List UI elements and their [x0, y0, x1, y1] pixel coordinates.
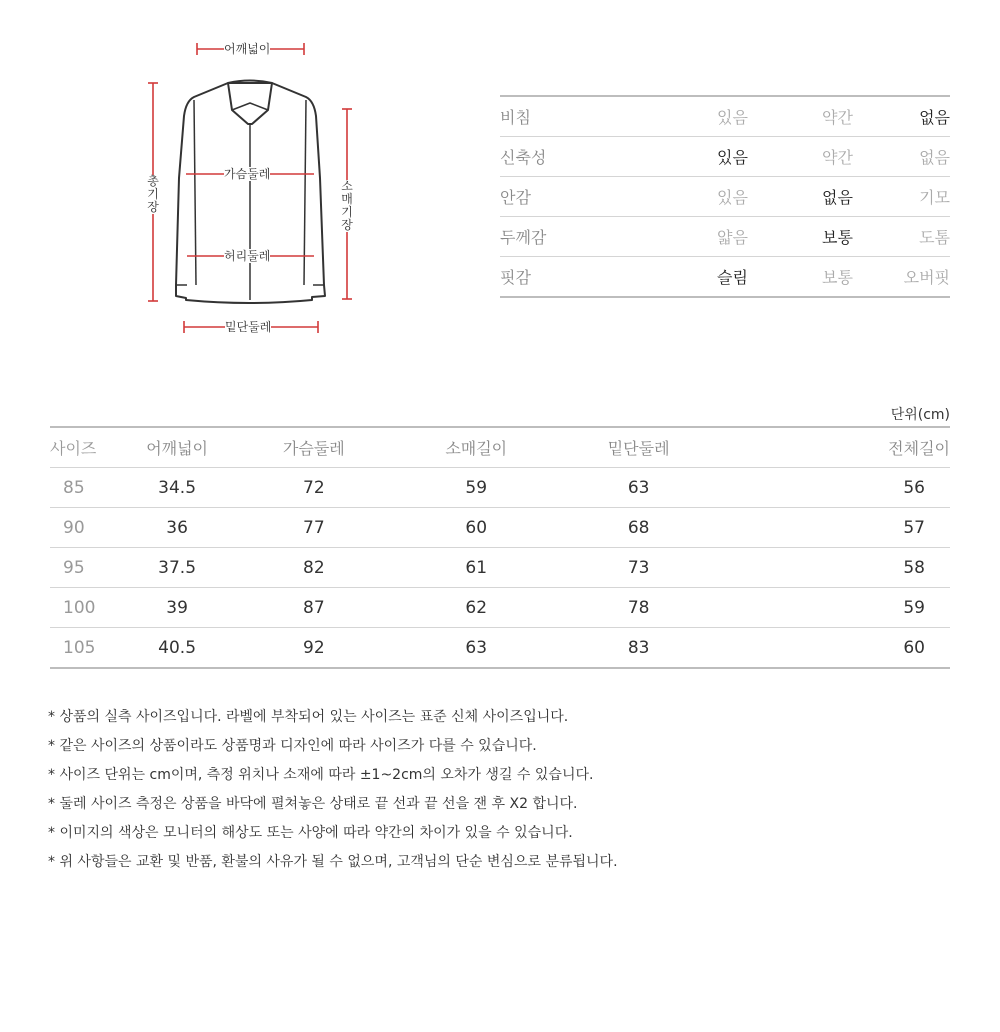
cell-size: 85 — [50, 468, 122, 508]
attr-option: 있음 — [717, 188, 748, 207]
attr-name: 두께감 — [500, 228, 547, 247]
note-item: * 상품의 실측 사이즈입니다. 라벨에 부착되어 있는 사이즈는 표준 신체 사이즈입니다. — [48, 709, 569, 725]
attr-name: 신축성 — [500, 148, 547, 167]
cell-sleeve: 61 — [395, 548, 557, 588]
cell-chest: 87 — [233, 588, 395, 628]
attr-name: 비침 — [500, 108, 531, 127]
header-shoulder: 어깨넓이 — [122, 427, 233, 468]
cell-chest: 92 — [233, 628, 395, 669]
cell-chest: 77 — [233, 508, 395, 548]
label-chest: 가슴둘레 — [224, 167, 271, 181]
cell-hem: 63 — [557, 468, 719, 508]
cell-chest: 72 — [233, 468, 395, 508]
note-item: * 같은 사이즈의 상품이라도 상품명과 디자인에 따라 사이즈가 다를 수 있습니다. — [48, 738, 537, 754]
cell-shoulder: 36 — [122, 508, 233, 548]
cell-sleeve: 59 — [395, 468, 557, 508]
label-sleeve-length: 소매기장 — [341, 179, 353, 232]
unit-label: 단위(cm) — [890, 407, 950, 423]
attr-option: 보통 — [822, 268, 853, 287]
note-item: * 이미지의 색상은 모니터의 해상도 또는 사양에 따라 약간의 차이가 있을 수 있습니다. — [48, 825, 573, 841]
table-row — [50, 508, 950, 548]
label-total-length: 총기장 — [147, 174, 159, 214]
fabric-attributes-table — [500, 95, 950, 298]
cell-size: 95 — [50, 548, 122, 588]
cell-shoulder: 34.5 — [122, 468, 233, 508]
note-item: * 위 사항들은 교환 및 반품, 환불의 사유가 될 수 없으며, 고객님의 단순 변심으로 분류됩니다. — [48, 854, 618, 870]
header-hem: 밑단둘레 — [557, 427, 719, 468]
size-table — [50, 426, 950, 669]
attr-row-thickness — [500, 217, 950, 257]
cell-size: 105 — [50, 628, 122, 669]
cell-total-length: 56 — [720, 468, 950, 508]
label-hem: 밑단둘레 — [225, 320, 272, 334]
cell-size: 100 — [50, 588, 122, 628]
attr-option: 약간 — [822, 148, 853, 167]
cell-hem: 78 — [557, 588, 719, 628]
attr-option: 오버핏 — [903, 268, 950, 287]
attr-option: 없음 — [919, 108, 950, 127]
cell-total-length: 60 — [720, 628, 950, 669]
attr-option: 얇음 — [717, 228, 748, 247]
size-table-header — [50, 427, 950, 468]
cell-total-length: 59 — [720, 588, 950, 628]
attr-option: 기모 — [919, 188, 950, 207]
cell-sleeve: 63 — [395, 628, 557, 669]
attr-option: 도톰 — [919, 228, 950, 247]
attr-name: 핏감 — [500, 268, 531, 287]
attr-option: 약간 — [822, 108, 853, 127]
cell-total-length: 57 — [720, 508, 950, 548]
table-row — [50, 468, 950, 508]
cell-shoulder: 40.5 — [122, 628, 233, 669]
cell-sleeve: 60 — [395, 508, 557, 548]
attr-option: 슬림 — [717, 268, 748, 287]
cell-shoulder: 39 — [122, 588, 233, 628]
cell-chest: 82 — [233, 548, 395, 588]
header-total-length: 전체길이 — [720, 427, 950, 468]
cell-hem: 83 — [557, 628, 719, 669]
cell-shoulder: 37.5 — [122, 548, 233, 588]
attr-name: 안감 — [500, 188, 531, 207]
attr-row-lining — [500, 177, 950, 217]
attr-option: 있음 — [717, 148, 748, 167]
size-notes — [48, 704, 618, 878]
attr-option: 보통 — [822, 228, 853, 247]
attr-row-stretch — [500, 137, 950, 177]
header-sleeve: 소매길이 — [395, 427, 557, 468]
cell-total-length: 58 — [720, 548, 950, 588]
label-waist: 허리둘레 — [224, 249, 271, 263]
table-row — [50, 548, 950, 588]
header-chest: 가슴둘레 — [233, 427, 395, 468]
attr-row-sheerness — [500, 97, 950, 137]
note-item: * 사이즈 단위는 cm이며, 측정 위치나 소재에 따라 ±1~2cm의 오차가 생길 수 있습니다. — [48, 767, 594, 783]
cell-sleeve: 62 — [395, 588, 557, 628]
cell-hem: 73 — [557, 548, 719, 588]
cell-size: 90 — [50, 508, 122, 548]
table-row — [50, 628, 950, 669]
table-row — [50, 588, 950, 628]
note-item: * 둘레 사이즈 측정은 상품을 바닥에 펼쳐놓은 상태로 끝 선과 끝 선을 잰 후 X2 합니다. — [48, 796, 578, 812]
attr-option: 있음 — [717, 108, 748, 127]
attr-option: 없음 — [822, 188, 853, 207]
attr-option: 없음 — [919, 148, 950, 167]
cell-hem: 68 — [557, 508, 719, 548]
shirt-measurement-diagram — [0, 0, 400, 360]
header-size: 사이즈 — [50, 427, 122, 468]
label-shoulder: 어깨넓이 — [224, 42, 271, 56]
attr-row-fit — [500, 257, 950, 296]
